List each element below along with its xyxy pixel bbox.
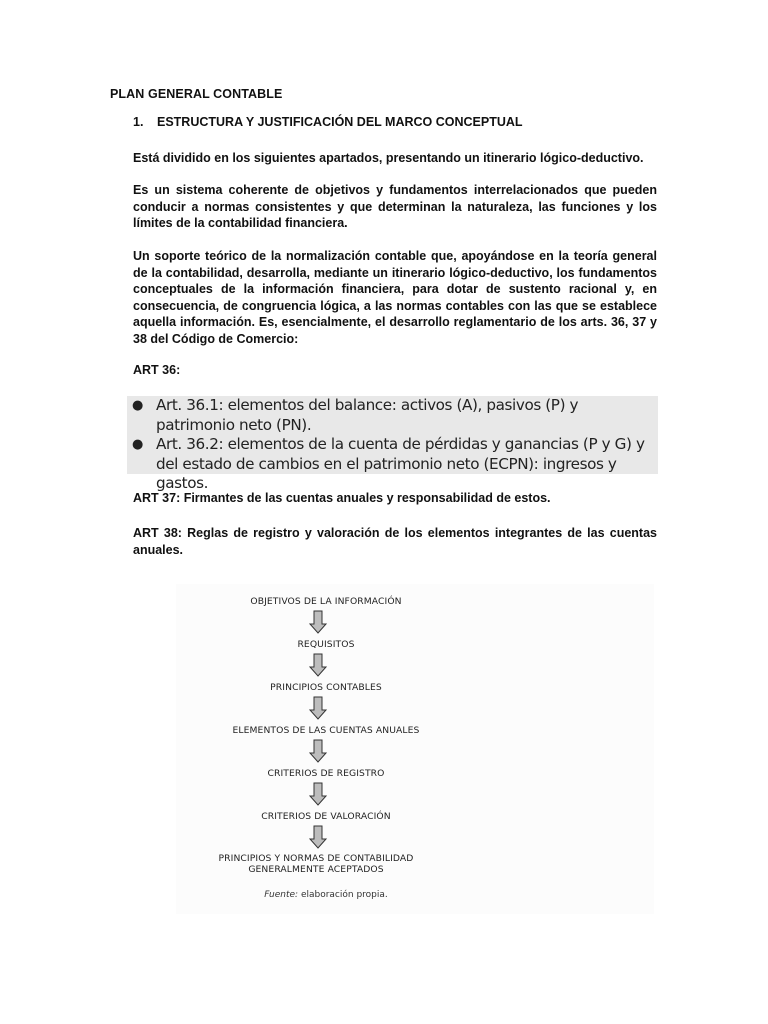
art36-bullet-box — [127, 396, 658, 492]
caption-text: elaboración propia. — [298, 890, 388, 900]
flow-step-criterios-registro: CRITERIOS DE REGISTRO — [267, 768, 385, 779]
art36-label: ART 36: — [133, 363, 181, 377]
art36-bullet-list — [127, 396, 658, 494]
down-arrow-icon — [309, 610, 327, 634]
bullet-text: Art. 36.2: elementos de la cuenta de pérdidas y ganancias (P y G) y del estado de cambios en el patrimonio neto (ECPN): ingresos y gastos. — [156, 435, 645, 492]
flow-step-objetivos: OBJETIVOS DE LA INFORMACIÓN — [250, 596, 402, 607]
art38-paragraph: ART 38: Reglas de registro y valoración de los elementos integrantes de las cuentas anuales. — [133, 526, 657, 557]
down-arrow-icon — [309, 739, 327, 763]
bullet-text: Art. 36.1: elementos del balance: activos (A), pasivos (P) y patrimonio neto (PN). — [156, 396, 579, 434]
flow-step-elementos: ELEMENTOS DE LAS CUENTAS ANUALES — [232, 725, 420, 736]
flow-diagram — [176, 584, 654, 914]
paragraph-3: Un soporte teórico de la normalización contable que, apoyándose en la teoría general de la contabilidad, desarrolla, mediante un itinerario lógico-deductivo, los fundamentos conceptuales de la información financiera, para dotar de sustento racional y, en consecuencia, de congruencia lógica, a las normas contables con las que se establece aquella información. Es, esencialmente, el desarrollo reglamentario de los arts. 36, 37 y 38 del Código de Comercio: — [133, 249, 657, 346]
flow-step-pcga: PRINCIPIOS Y NORMAS DE CONTABILIDAD GENERALMENTE ACEPTADOS — [218, 853, 414, 875]
section-heading — [133, 115, 523, 129]
down-arrow-icon — [309, 696, 327, 720]
flow-step-requisitos: REQUISITOS — [297, 639, 355, 650]
flow-step-principios: PRINCIPIOS CONTABLES — [270, 682, 382, 693]
document-title: PLAN GENERAL CONTABLE — [110, 87, 283, 101]
down-arrow-icon — [309, 825, 327, 849]
bullet-dot-icon: ● — [132, 398, 143, 413]
caption-prefix: Fuente: — [264, 890, 299, 900]
bullet-item — [127, 435, 658, 494]
flow-diagram-figure — [176, 584, 654, 914]
paragraph-2: Es un sistema coherente de objetivos y fundamentos interrelacionados que pueden conducir a normas consistentes y que determinan la naturaleza, las funciones y los límites de la contabilidad financiera. — [133, 183, 657, 231]
art37-paragraph: ART 37: Firmantes de las cuentas anuales y responsabilidad de estos. — [133, 491, 551, 505]
flow-step-criterios-valoracion: CRITERIOS DE VALORACIÓN — [261, 811, 391, 822]
paragraph-1: Está dividido en los siguientes apartados, presentando un itinerario lógico-deductivo. — [133, 151, 644, 165]
bullet-dot-icon: ● — [132, 437, 143, 452]
section-heading-text: ESTRUCTURA Y JUSTIFICACIÓN DEL MARCO CONCEPTUAL — [157, 115, 523, 129]
down-arrow-icon — [309, 653, 327, 677]
down-arrow-icon — [309, 782, 327, 806]
section-number: 1. — [133, 115, 144, 129]
bullet-item — [127, 396, 658, 435]
figure-caption — [176, 890, 476, 900]
